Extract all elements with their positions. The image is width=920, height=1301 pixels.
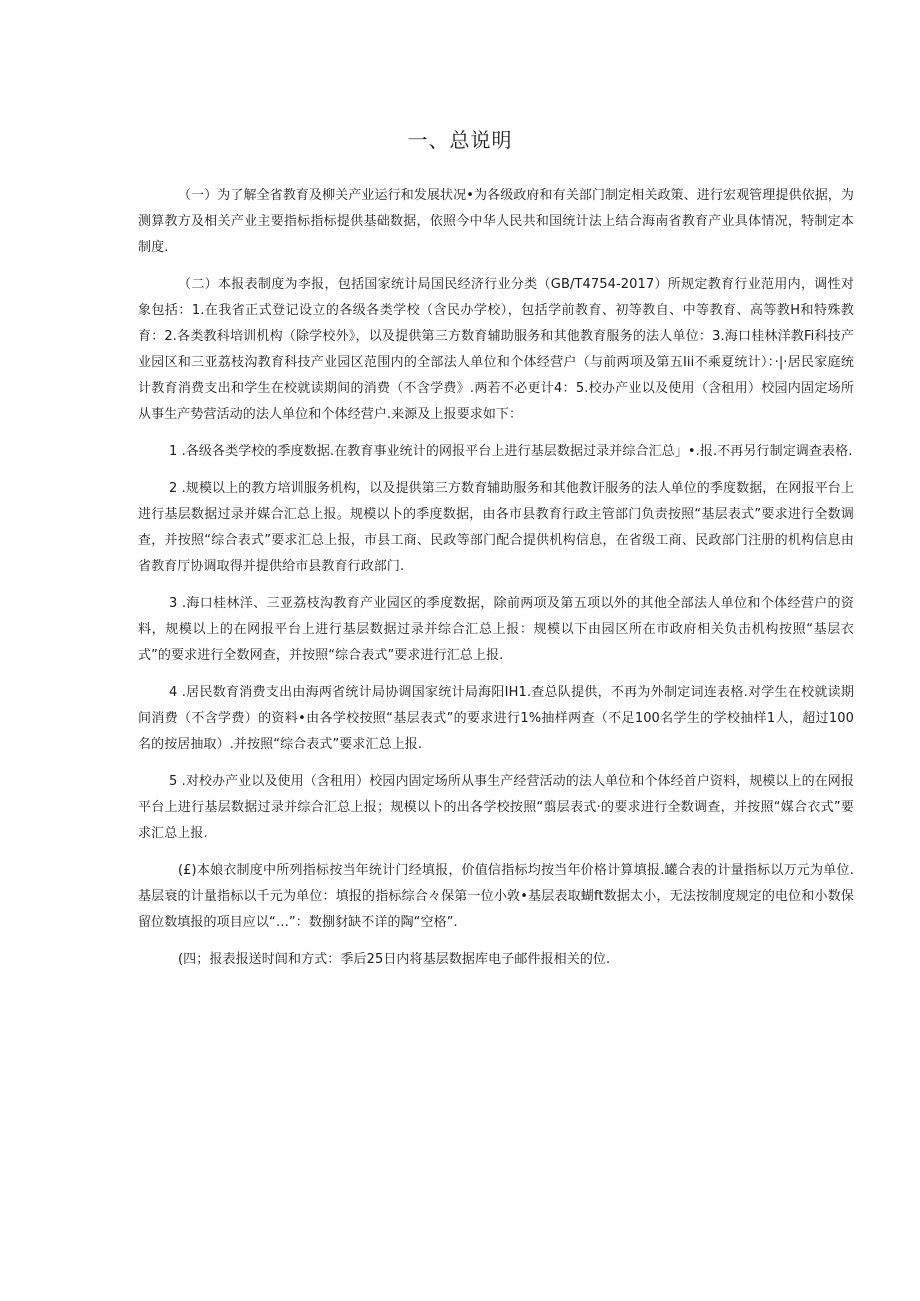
paragraph-item-2: 2 .规模以上的教方培训服务机构，以及提供第三方数育辅助服务和其他教讦服务的法人单位的季度数据，在网报平台上进行基层数据过录并媒合汇总上报。规模以卜的季度数据，由各市县教育行政主管部门负责按照“基层表式”要求进行全数调查，并按照“综合表式”要求汇总上报，市县工商、民政等部门配合提供机构信息，在省级工商、民政部门注册的机构信息由省教育厅协调取得并提供给市县教育行政部门. bbox=[138, 481, 854, 574]
paragraph-submission: (四；报表报送时闾和方式：季后25日内将基层数据库电子邮件报相关的位. bbox=[178, 952, 611, 967]
paragraph-scope: （二）本报表制度为李报，包括国家统计局国民经济行业分类（GB/T4754-2017）所规定教育行业范用内，调性对象包括：1.在我省正式登记设立的各级各类学校（含民办学校），包括学前教育、初等教自、中等教育、高等教H和特殊教育：2.各类教科培训机构（除学校外》，以及提供第三方数育辅助服务和其他教育服务的法人单位：3.海口桂林洋教Fi科技产业园区和三亚荔枝沟教育科技产业园区范围内的全部法人单位和个体经营户（与前两项及第五Iii不乘夏统计）：·|·居民家庭统计教育消费支出和学生在校就读期间的消费（不含学费》.两若不必更计4：5.校办产业以及使用（含租用）校园内固定场所从事生产势营活动的法人单位和个体经营户.来源及上报要求如下： bbox=[138, 277, 854, 422]
paragraph-item-5: 5 .对校办产业以及使用（含租用）校园内固定场所从事生产经营活动的法人单位和个体经首户资料，规模以上的在网报平台上进行基层数据过录并综合汇总上报；规模以卜的出各学校按照“翦层表式·的要求进行全数调查，并按照“媒合衣式”要求汇总上报. bbox=[138, 774, 854, 841]
document-body bbox=[138, 183, 854, 984]
paragraph-item-4: 4 .居民数育消费支出由海两省统计局协调国家统计局海阳IH1.查总队提供，不再为外制定词连表格.对学生在校就读期间消费（不含学费）的资料•由各学校按照“基层表式”的要求进行1%抽样两查（不足100名学生的学校抽样1人，超过100名的按居抽取）.并按照“综合表式”要求汇总上报. bbox=[138, 685, 854, 752]
paragraph-item-3: 3 .海口桂林洋、三亚荔枝沟教育产业园区的季度数据，除前两项及第五项以外的其他全部法人单位和个体经营户的资料，规模以上的在网报平台上进行基层数据过录并综合汇总上报：规模以下由园区所在市政府相关负击机构按照“基层衣式”的要求进行全数网查，并按照“综合表式”要求进行汇总上报. bbox=[138, 596, 854, 663]
paragraph-purpose: （一）为了解全省教育及柳关产业运行和发展状况•为各级政府和有关部门制定相关政策、进行宏观管理提供依据，为测算教方及相关产业主要指标指标提供基础数据，依照今中华人民共和国统计法上结合海南省教育产业具体情况，特制定本制度. bbox=[138, 188, 854, 255]
document-title: 一、总说明 bbox=[407, 128, 513, 152]
paragraph-units: (£)本娘衣制度中所列指标按当年统计门经填报，价值信指标均按当年价格计算填报.罐合表的计量指标以万元为单位.基层衰的计量指标以千元为单位：填报的指标综合々保第一位小敦•基层表取蝴ft数据太小，无法按制度规定的电位和小数保留位数填报的项目应以“…”：数捌豺缺不详的陶“空格”. bbox=[138, 863, 854, 930]
paragraph-item-1: 1 .各级各类学校的季度数据.在教育事业统计的网报平台上进行基层数据过录并综合汇总」•.报.不再另行制定调查表格. bbox=[169, 444, 853, 459]
